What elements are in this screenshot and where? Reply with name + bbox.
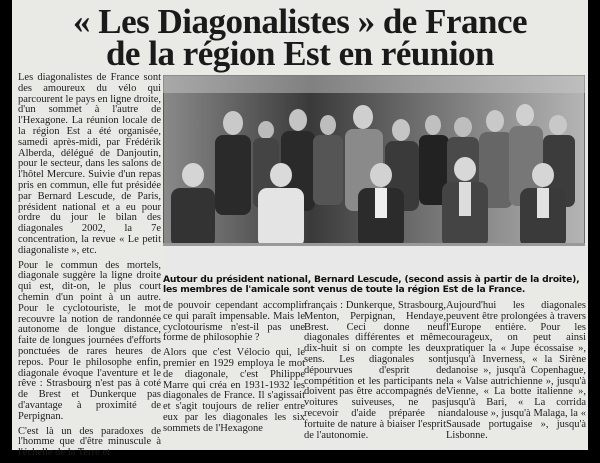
- paragraph: français : Dunkerque, Strasbourg, Menton, Perpignan, Hendaye, Brest. Ceci donne neuf diagonales différentes et même dix-huit si on compte les deux sens. Les diagonales sont dépourvues d'esprit de compétition et les participants ne doivent pas être accompagnés de voitures suiveuses, ne pas recevoir d'aide préparée ni fortuite de nature à biaiser l'esprit de l'autonomie.: [304, 300, 446, 441]
- photo-caption: Autour du président national, Bernard Lescude, (second assis à partir de la droite), les membres de l'amicale sont venus de toute la région Est de la France.: [163, 274, 580, 295]
- newspaper-clipping: [12, 0, 588, 459]
- article-column-1: [18, 73, 161, 463]
- group-photo: [163, 75, 585, 271]
- paragraph: de pouvoir cependant accomplir ce qui paraît impensable. Mais le cyclotourisme n'est-il pas une forme de philosophie ?: [163, 300, 305, 344]
- article-column-2: [163, 301, 305, 439]
- paragraph: Alors que c'est Vélocio qui, le premier en 1929 employa le mot de diagonale, c'est Philippe Marre qui créa en 1931-1932 les diagonales de France. Il s'agissait et s'agit toujours de relier entre eux par les diagonales les six sommets de l'Hexagone: [163, 347, 305, 434]
- article-column-4: [446, 301, 586, 445]
- article-column-3: [304, 301, 446, 445]
- paragraph: C'est là un des paradoxes de l'homme que d'être minuscule à l'échelle de la Terre et: [18, 425, 161, 459]
- headline-line-2: de la région Est en réunion: [105, 34, 495, 73]
- headline-line-1: « Les Diagonalistes » de France: [72, 2, 528, 41]
- paragraph: Les diagonalistes de France sont des amoureux du vélo qui parcourent le pays en ligne droite, d'un sommet à l'autre de l'Hexagone. La réunion locale de la région Est a été organisée, samedi après-midi, par Frédérik Alberda, délégué de Danjoutin, pour le secteur, dans les salons de l'hôtel Mercure. Suivie d'un repas pris en commun, elle fut présidée par Bernard Lescude, de Paris, président national et a eu pour ordre du jour le bilan des diagonales 2002, la 7e concentration, la revue « Le petit diagonaliste », etc.: [18, 72, 161, 256]
- paragraph: Aujourd'hui les diagonales peuvent être prolongées à travers l'Europe entière. Pour les courageux, on peut ainsi pratiquer la « Jupe écossaise », jusqu'à Inverness, « la Sirène danoise », jusqu'à Copenhague, la « Valse autrichienne », jusqu'à Vienne, « La botte italienne », jusqu'à Bari, « La corrida andalouse », jusqu'à Malaga, la « Sausade portugaise », jusqu'à Lisbonne.: [446, 300, 586, 441]
- paragraph: Pour le commun des mortels, diagonale suggère la ligne droite qui est, dit-on, le plus court chemin d'un point à un autre. Pour le cyclotouriste, le mot recouvre la notion de randonnée autonome de longue distance, faite de longues journées d'efforts ponctuées de rares heures de repos. Pour le philosophe enfin, diagonale évoque l'aventure et le rêve : Strasbourg n'est pas à coté de Brest et Dunkerque pas d'avantage à proximité de Perpignan.: [18, 259, 161, 422]
- table: [163, 245, 585, 271]
